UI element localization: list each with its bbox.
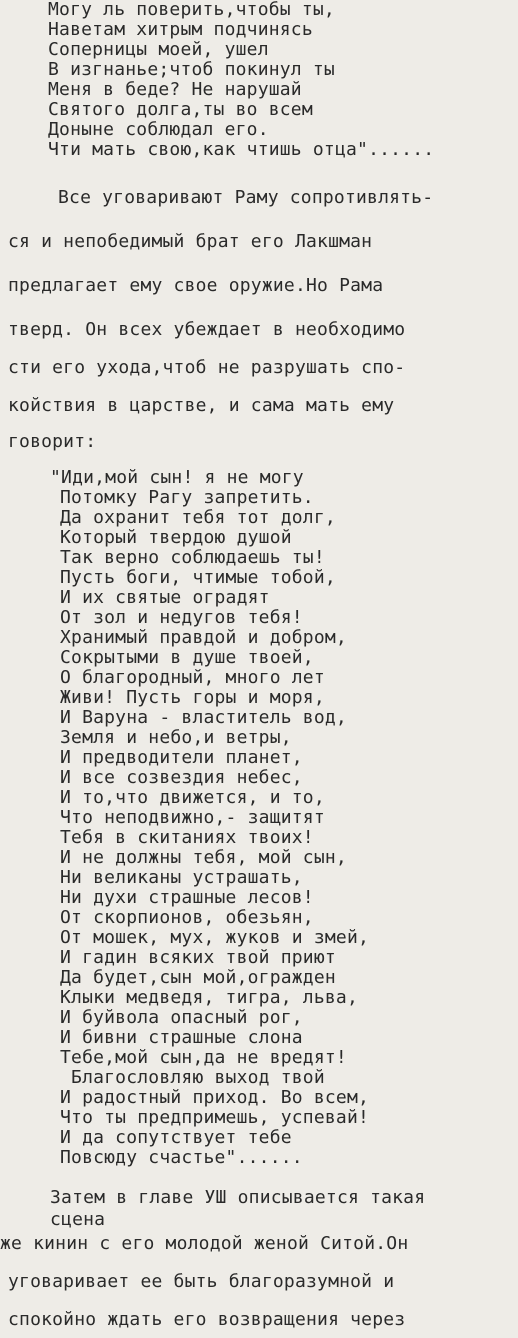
verse-line: "Иди,мой сын! я не могу: [50, 467, 304, 488]
verse-line: И их святые оградят: [60, 587, 270, 608]
paragraph-line: тверд. Он всех убеждает в необходимо: [8, 319, 406, 340]
verse-line: Чти мать свою,как чтишь отца"......: [48, 139, 435, 160]
paragraph-line: спокойно ждать его возвращения через: [8, 1309, 406, 1330]
verse-line: Меня в беде? Не нарушай: [48, 79, 302, 100]
verse-line: Ни великаны устрашать,: [60, 867, 303, 888]
verse-line: Да охранит тебя тот долг,: [60, 507, 336, 528]
paragraph-line: ся и непобедимый брат его Лакшман: [8, 231, 373, 252]
paragraph-line: сцена: [50, 1209, 106, 1230]
verse-line: Ни духи страшные лесов!: [60, 887, 314, 908]
verse-line: Да будет,сын мой,огражден: [60, 967, 336, 988]
verse-line: Соперницы моей, ушел: [48, 39, 269, 60]
paragraph-line: койствия в царстве, и сама мать ему: [8, 395, 395, 416]
verse-line: Сокрытыми в душе твоей,: [60, 647, 314, 668]
verse-line: Повсюду счастье"......: [60, 1147, 303, 1168]
paragraph-line: говорит:: [8, 431, 97, 452]
verse-line: От мошек, мух, жуков и змей,: [60, 927, 370, 948]
verse-line: И не должны тебя, мой сын,: [60, 847, 347, 868]
verse-line: Святого долга,ты во всем: [48, 99, 313, 120]
verse-line: И гадин всяких твой приют: [60, 947, 336, 968]
verse-line: И радостный приход. Во всем,: [60, 1087, 370, 1108]
verse-line: И бивни страшные слона: [60, 1027, 303, 1048]
verse-line: Тебя в скитаниях твоих!: [60, 827, 314, 848]
verse-line: Хранимый правдой и добром,: [60, 627, 347, 648]
verse-line: Что ты предпримешь, успевай!: [60, 1107, 370, 1128]
verse-line: И предводители планет,: [60, 747, 303, 768]
verse-line: Наветам хитрым подчинясь: [48, 19, 313, 40]
verse-line: Клыки медведя, тигра, льва,: [60, 987, 358, 1008]
paragraph-line: же кинин с его молодой женой Ситой.Он: [0, 1233, 409, 1254]
verse-line: Тебе,мой сын,да не вредят!: [60, 1047, 347, 1068]
verse-line: Благословляю выход твой: [60, 1067, 325, 1088]
verse-line: Земля и небо,и ветры,: [60, 727, 292, 748]
verse-line: И Варуна - властитель вод,: [60, 707, 347, 728]
verse-line: В изгнанье;чтоб покинул ты: [48, 59, 335, 80]
verse-line: Так верно соблюдаешь ты!: [60, 547, 325, 568]
paragraph-line: сти его ухода,чтоб не разрушать спо-: [8, 357, 406, 378]
paragraph-line: Затем в главе УШ описывается такая: [50, 1187, 426, 1208]
verse-line: И все созвездия небес,: [60, 767, 303, 788]
verse-line: Что неподвижно,- защитят: [60, 807, 325, 828]
verse-line: Доныне соблюдал его.: [48, 119, 269, 140]
verse-line: От скорпионов, обезьян,: [60, 907, 314, 928]
verse-line: Могу ль поверить,чтобы ты,: [48, 0, 335, 20]
verse-line: Пусть боги, чтимые тобой,: [60, 567, 336, 588]
verse-line: И да сопутствует тебе: [60, 1127, 292, 1148]
paragraph-line: предлагает ему свое оружие.Но Рама: [8, 275, 384, 296]
verse-line: Потомку Рагу запретить.: [60, 487, 314, 508]
verse-line: О благородный, много лет: [60, 667, 325, 688]
verse-line: И буйвола опасный рог,: [60, 1007, 303, 1028]
paragraph-line: Все уговаривают Раму сопротивлять-: [58, 187, 434, 208]
verse-line: Который твердою душой: [60, 527, 292, 548]
paragraph-line: уговаривает ее быть благоразумной и: [8, 1271, 395, 1292]
verse-line: И то,что движется, и то,: [60, 787, 325, 808]
verse-line: Живи! Пусть горы и моря,: [60, 687, 325, 708]
verse-line: От зол и недугов тебя!: [60, 607, 303, 628]
